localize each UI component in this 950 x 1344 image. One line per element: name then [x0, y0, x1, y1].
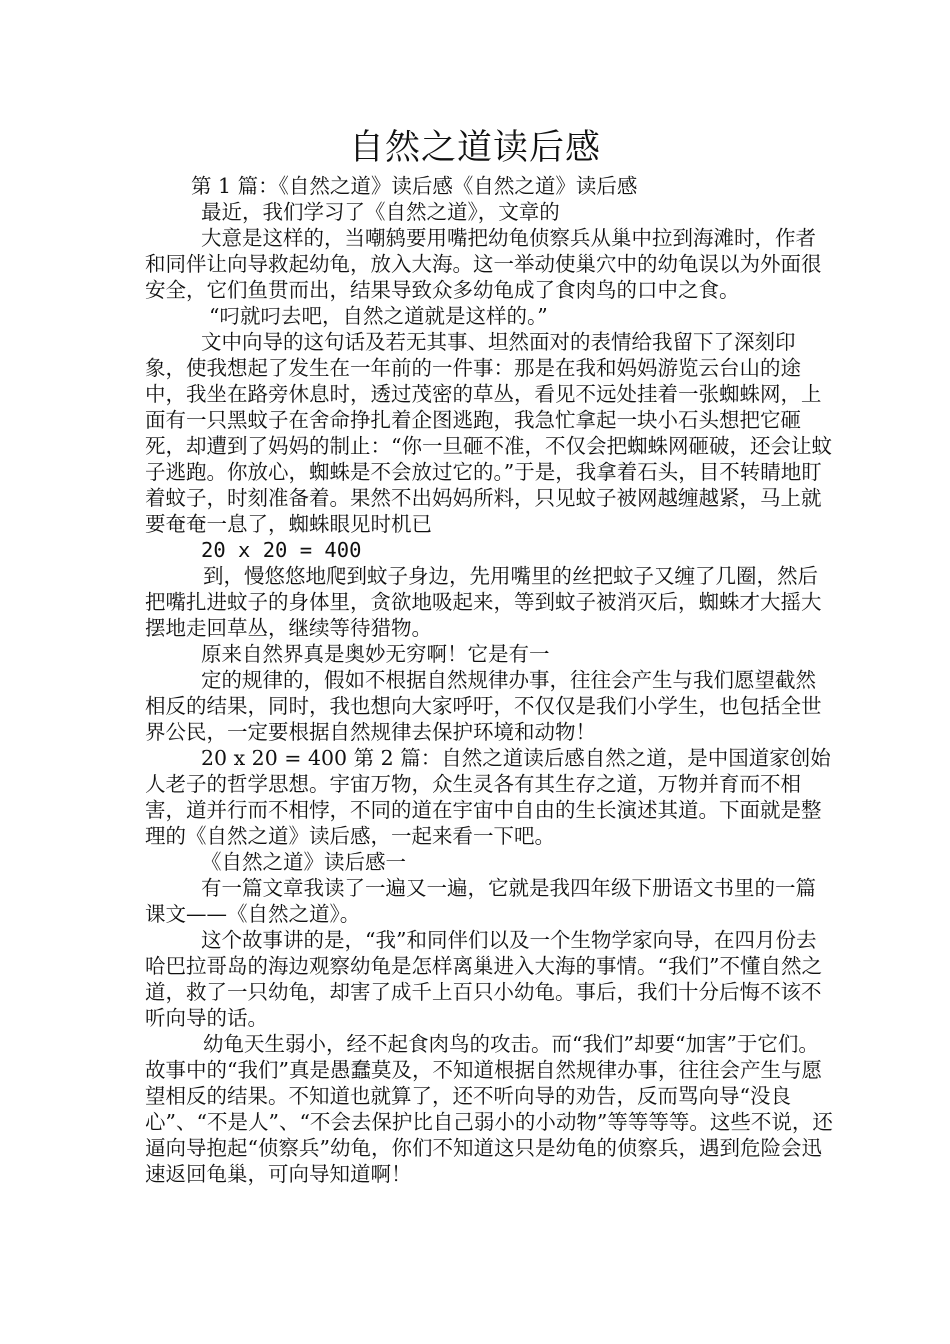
paragraph: 定的规律的，假如不根据自然规律办事，往往会产生与我们愿望截然相反的结果，同时，我也想向大家呼吁，不仅仅是我们小学生，也包括全世界公民，一定要根据自然规律去保护环境和动物！	[145, 668, 822, 744]
paragraph: 第 1 篇：《自然之道》读后感《自然之道》读后感	[191, 174, 638, 198]
paragraph: 大意是这样的，当嘲鸫要用嘴把幼龟侦察兵从巢中拉到海滩时，作者和同伴让向导救起幼龟，放入大海。这一举动使巢穴中的幼龟误以为外面很安全，它们鱼贯而出，结果导致众多幼龟成了食肉鸟的口中之食。	[145, 226, 822, 302]
paragraph: 最近，我们学习了《自然之道》，文章的	[201, 200, 560, 224]
paragraph: 有一篇文章我读了一遍又一遍，它就是我四年级下册语文书里的一篇课文——《自然之道》。	[145, 876, 816, 926]
paragraph: 到，慢悠悠地爬到蚊子身边，先用嘴里的丝把蚊子又缠了几圈，然后把嘴扎进蚊子的身体里，贪欲地吸起来，等到蚊子被消灭后，蜘蛛才大摇大摆地走回草丛，继续等待猎物。	[145, 564, 822, 640]
paragraph: 幼龟天生弱小，经不起食肉鸟的攻击。而“我们”却要“加害”于它们。故事中的“我们”真是愚蠢莫及，不知道根据自然规律办事，往往会产生与愿望相反的结果。不知道也就算了，还不听向导的劝告，反而骂向导“没良心”、“不是人”、“不会去保护比自己弱小的小动物”等等等等。这些不说，还逼向导抱起“侦察兵”幼龟，你们不知道这只是幼龟的侦察兵，遇到危险会迅速返回龟巢，可向导知道啊！	[145, 1032, 833, 1186]
document-title: 自然之道读后感	[348, 128, 601, 168]
paragraph: 文中向导的这句话及若无其事、坦然面对的表情给我留下了深刻印象，使我想起了发生在一年前的一件事：那是在我和妈妈游览云台山的途中，我坐在路旁休息时，透过茂密的草丛，看见不远处挂着一张蜘蛛网，上面有一只黑蚊子在舍命挣扎着企图逃跑，我急忙拿起一块小石头想把它砸死，却遭到了妈妈的制止：“你一旦砸不准，不仅会把蜘蛛网砸破，还会让蚊子逃跑。你放心，蜘蛛是不会放过它的。”于是，我拿着石头，目不转睛地盯着蚊子，时刻准备着。果然不出妈妈所料，只见蚊子被网越缠越紧，马上就要奄奄一息了，蜘蛛眼见时机已	[145, 330, 832, 536]
paragraph: 20 x 20 = 400	[201, 538, 362, 562]
paragraph: “叼就叼去吧，自然之道就是这样的。”	[209, 304, 548, 328]
document-body	[145, 173, 835, 1187]
paragraph: 原来自然界真是奥妙无穷啊！它是有一	[201, 642, 550, 666]
paragraph: 20 x 20 = 400 第 2 篇：自然之道读后感自然之道，是中国道家创始人老子的哲学思想。宇宙万物，众生灵各有其生存之道，万物并育而不相害，道并行而不相悖，不同的道在宇宙中自由的生长演述其道。下面就是整理的《自然之道》读后感，一起来看一下吧。	[145, 746, 831, 848]
paragraph: 《自然之道》读后感一	[201, 850, 406, 874]
paragraph: 这个故事讲的是，“我”和同伴们以及一个生物学家向导，在四月份去哈巴拉哥岛的海边观察幼龟是怎样离巢进入大海的事情。“我们”不懂自然之道，救了一只幼龟，却害了成千上百只小幼龟。事后，我们十分后悔不该不听向导的话。	[145, 928, 822, 1030]
